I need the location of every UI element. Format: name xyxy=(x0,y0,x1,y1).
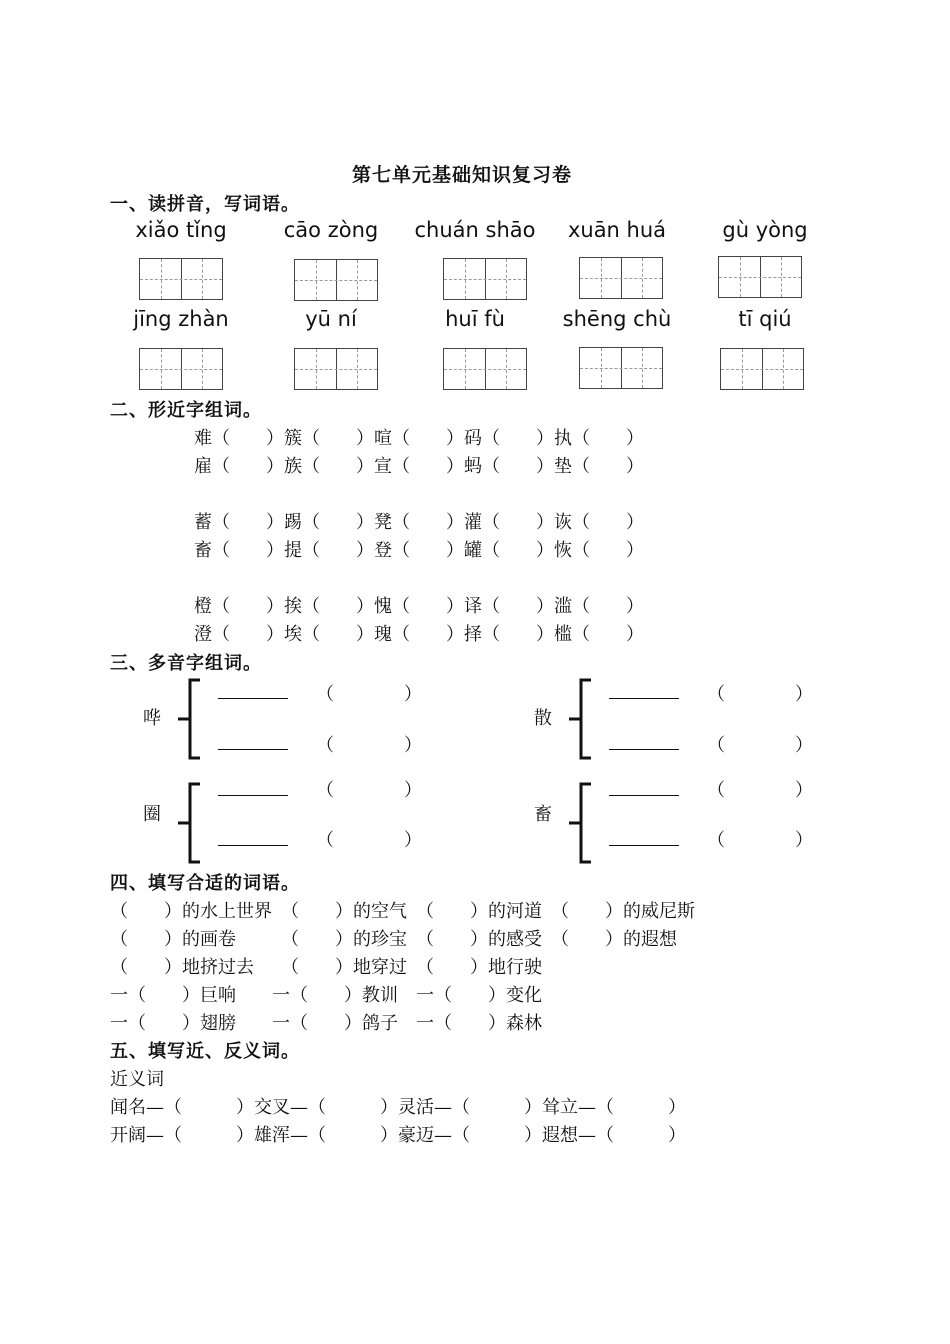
similar-chars-row: 橙（ ）挨（ ）愧（ ）译（ ）滥（ ） xyxy=(194,596,644,617)
similar-chars-row: 畜（ ）提（ ）登（ ）罐（ ）恢（ ） xyxy=(194,540,644,561)
paren-close: ） xyxy=(404,684,422,705)
pinyin-4: xuān huá xyxy=(567,218,667,242)
page-title: 第七单元基础知识复习卷 xyxy=(352,164,573,186)
writing-grid-2[interactable] xyxy=(294,259,378,301)
paren-open: （ xyxy=(316,830,334,851)
answer-line[interactable] xyxy=(609,698,679,699)
answer-line[interactable] xyxy=(609,845,679,846)
writing-grid-4[interactable] xyxy=(579,257,663,299)
paren-open: （ xyxy=(707,830,725,851)
paren-open: （ xyxy=(316,684,334,705)
brace-icon xyxy=(567,782,593,864)
synonym-row: 开阔—（ ）雄浑—（ ）豪迈—（ ）遐想—（ ） xyxy=(110,1125,686,1146)
pinyin-6: jīng zhàn xyxy=(133,307,229,331)
paren-open: （ xyxy=(316,735,334,756)
polyphone-char: 畜 xyxy=(534,804,552,825)
fill-words-row: 一（ ）翅膀 一（ ）鸽子 一（ ）森林 xyxy=(110,1013,542,1034)
similar-chars-row: 难（ ）簇（ ）喧（ ）码（ ）执（ ） xyxy=(194,428,644,449)
polyphone-char: 散 xyxy=(534,708,552,729)
pinyin-9: shēng chù xyxy=(562,307,672,331)
paren-close: ） xyxy=(404,780,422,801)
section-heading-1: 一、读拼音，写词语。 xyxy=(110,194,300,215)
writing-grid-8[interactable] xyxy=(443,348,527,390)
brace-icon xyxy=(176,782,202,864)
paren-open: （ xyxy=(707,735,725,756)
fill-words-row: （ ）的画卷 （ ）的珍宝 （ ）的感受 （ ）的遐想 xyxy=(110,929,677,950)
paren-close: ） xyxy=(404,735,422,756)
polyphone-char: 哗 xyxy=(143,708,161,729)
writing-grid-5[interactable] xyxy=(718,256,802,298)
writing-grid-7[interactable] xyxy=(294,348,378,390)
brace-icon xyxy=(567,678,593,760)
pinyin-5: gù yòng xyxy=(722,218,808,242)
paren-close: ） xyxy=(404,830,422,851)
fill-words-row: 一（ ）巨响 一（ ）教训 一（ ）变化 xyxy=(110,985,542,1006)
similar-chars-row: 澄（ ）埃（ ）瑰（ ）择（ ）槛（ ） xyxy=(194,624,644,645)
paren-open: （ xyxy=(707,780,725,801)
section-heading-3: 三、多音字组词。 xyxy=(110,653,262,674)
similar-chars-row: 蓄（ ）踢（ ）凳（ ）灌（ ）诙（ ） xyxy=(194,512,644,533)
section-heading-4: 四、填写合适的词语。 xyxy=(110,873,300,894)
pinyin-3: chuán shāo xyxy=(414,218,536,242)
answer-line[interactable] xyxy=(609,795,679,796)
writing-grid-10[interactable] xyxy=(720,348,804,390)
polyphone-char: 圈 xyxy=(143,804,161,825)
pinyin-7: yū ní xyxy=(305,307,357,331)
answer-line[interactable] xyxy=(218,749,288,750)
pinyin-1: xiǎo tǐng xyxy=(135,218,227,242)
paren-open: （ xyxy=(707,684,725,705)
section-heading-2: 二、形近字组词。 xyxy=(110,400,262,421)
fill-words-row: （ ）的水上世界 （ ）的空气 （ ）的河道 （ ）的威尼斯 xyxy=(110,901,695,922)
answer-line[interactable] xyxy=(218,845,288,846)
answer-line[interactable] xyxy=(218,795,288,796)
section-heading-5: 五、填写近、反义词。 xyxy=(110,1041,300,1062)
writing-grid-1[interactable] xyxy=(139,258,223,300)
answer-line[interactable] xyxy=(218,698,288,699)
writing-grid-6[interactable] xyxy=(139,348,223,390)
synonym-label: 近义词 xyxy=(110,1069,164,1090)
paren-open: （ xyxy=(316,780,334,801)
pinyin-8: huī fù xyxy=(445,307,505,331)
pinyin-10: tī qiú xyxy=(738,307,792,331)
writing-grid-9[interactable] xyxy=(579,347,663,389)
similar-chars-row: 雇（ ）族（ ）宣（ ）蚂（ ）垫（ ） xyxy=(194,456,644,477)
paren-close: ） xyxy=(795,780,813,801)
fill-words-row: （ ）地挤过去 （ ）地穿过 （ ）地行驶 xyxy=(110,957,542,978)
synonym-row: 闻名—（ ）交叉—（ ）灵活—（ ）耸立—（ ） xyxy=(110,1097,686,1118)
paren-close: ） xyxy=(795,830,813,851)
answer-line[interactable] xyxy=(609,749,679,750)
writing-grid-3[interactable] xyxy=(443,258,527,300)
pinyin-2: cāo zòng xyxy=(283,218,379,242)
brace-icon xyxy=(176,678,202,760)
paren-close: ） xyxy=(795,684,813,705)
paren-close: ） xyxy=(795,735,813,756)
